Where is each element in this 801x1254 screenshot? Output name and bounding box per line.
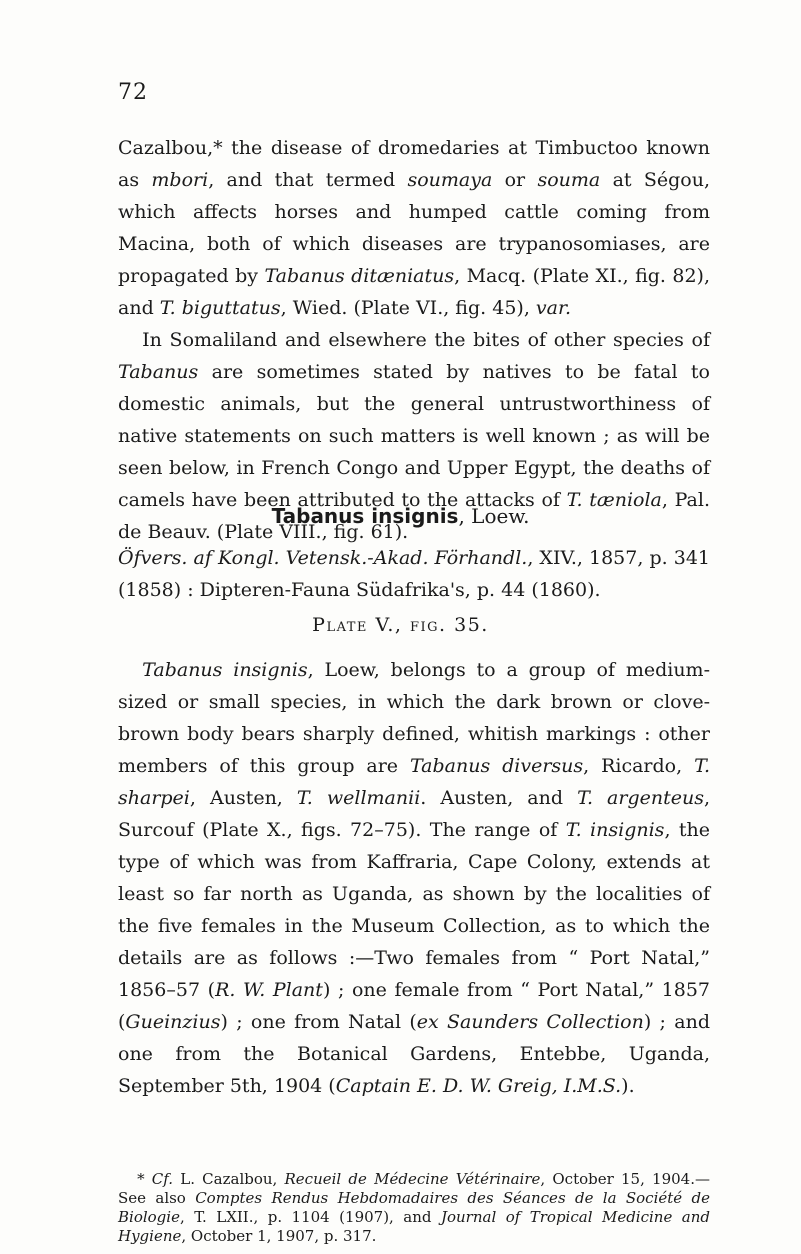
species-author: , Loew. (458, 504, 530, 528)
species-heading (0, 504, 801, 528)
paragraph-1: Cazalbou,* the disease of dromedaries at Timbuctoo known as mbori, and that termed soumaya or souma at Ségou, which affects horses and humped cattle coming from Macina, both of which diseases are trypanosomiases, are propagated by Tabanus ditæniatus, Macq. (Plate XI., fig. 82), and T. biguttatus, Wied. (Plate VI., fig. 45), var. In Somaliland and elsewhere the bites of other species of Tabanus are sometimes stated by natives to be fatal to domestic animals, but the general untrustworthiness of native statements on such matters is well known ; as will be seen below, in French Congo and Upper Egypt, the deaths of camels have been attributed to the attacks of T. tæniola, Pal. de Beauv. (Plate VIII., fig. 61). (118, 132, 710, 548)
paragraph-2: In Somaliland and elsewhere the bites of other species of Tabanus are sometimes stated by natives to be fatal to domestic animals, but the general untrustworthiness of native statements on such matters is well known ; as will be seen below, in French Congo and Upper Egypt, the deaths of camels have been attributed to the attacks of T. tæniola, Pal. de Beauv. (Plate VIII., fig. 61). (118, 329, 710, 543)
page-number: 72 (118, 80, 148, 105)
paragraph-3: Tabanus insignis, Loew, belongs to a group of medium-sized or small species, in which the dark brown or clove-brown body bears sharply defined, whitish markings : other members of this group are Tabanus diversus, Ricardo, T. sharpei, Austen, T. wellmanii. Austen, and T. argenteus, Surcouf (Plate X., figs. 72–75). The range of T. insignis, the type of which was from Kaffraria, Cape Colony, extends at least so far north as Uganda, as shown by the localities of the five females in the Museum Collection, as to which the details are as follows :—Two females from “ Port Natal,” 1856–57 (R. W. Plant) ; one female from “ Port Natal,” 1857 (Gueinzius) ; one from Natal (ex Saunders Collection) ; and one from the Botanical Gardens, Entebbe, Uganda, September 5th, 1904 (Captain E. D. W. Greig, I.M.S.). (118, 659, 711, 1097)
species-name: Tabanus insignis (271, 504, 459, 528)
plate-reference: Plate V., fig. 35. (312, 614, 489, 636)
footnote: * Cf. L. Cazalbou, Recueil de Médecine Vétérinaire, October 15, 1904.—See also Comptes Rendus Hebdomadaires des Séances de la Société de Biologie, T. LXII., p. 1104 (1907), and Journal of Tropical Medicine and Hygiene, October 1, 1907, p. 317. (118, 1170, 710, 1245)
references: Öfvers. af Kongl. Vetensk.-Akad. Förhandl., XIV., 1857, p. 341 (1858) : Dipteren-Fauna Südafrika's, p. 44 (1860). (118, 547, 710, 601)
